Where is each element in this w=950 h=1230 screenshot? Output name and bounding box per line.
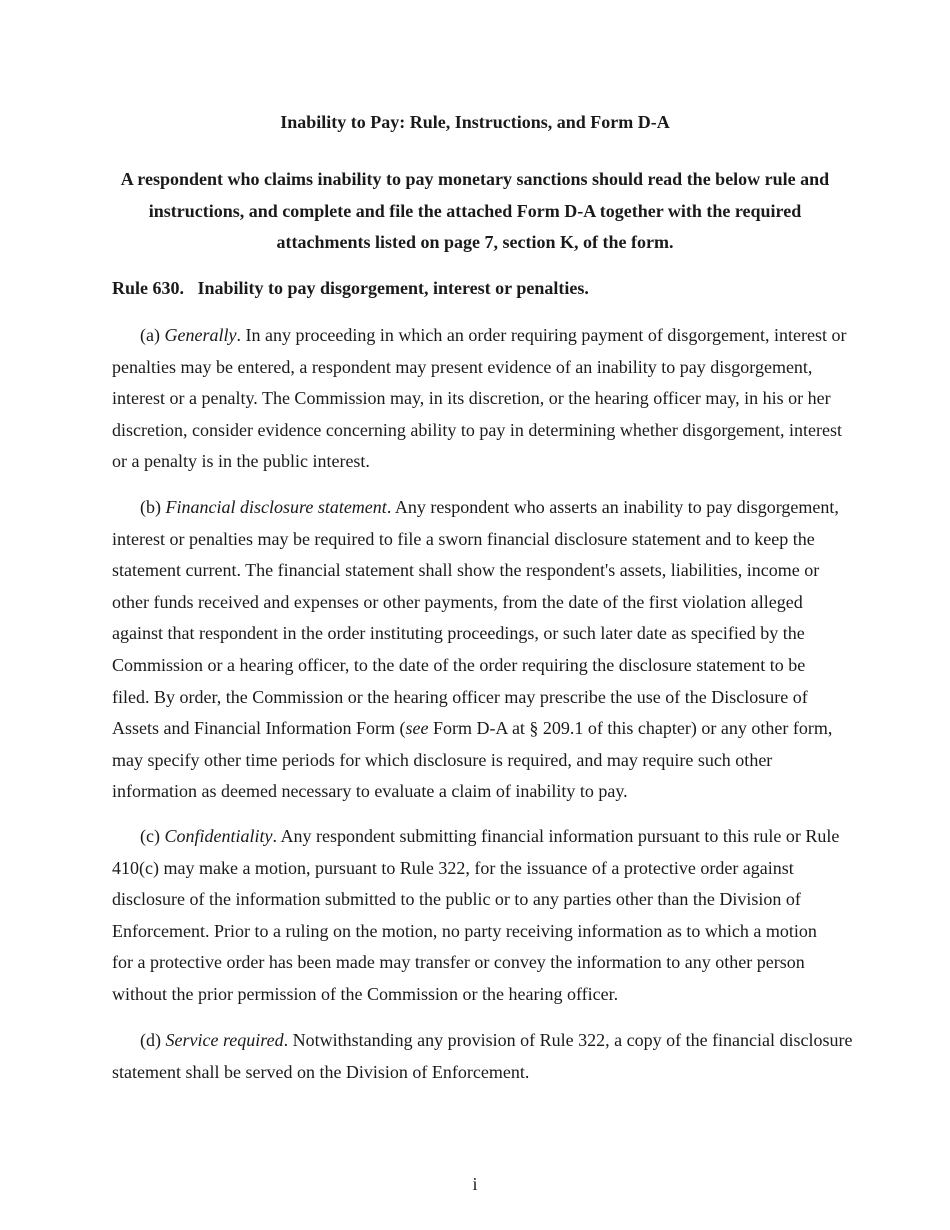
paragraph-label: (c) <box>140 826 165 846</box>
paragraph-line: without the prior permission of the Commission or the hearing officer. <box>112 983 619 1004</box>
paragraph-title: Generally <box>164 325 237 345</box>
rule-heading: Rule 630. Inability to pay disgorgement, interest or penalties. <box>112 278 589 298</box>
paragraph-line: (a) Generally. In any proceeding in which an order requiring payment of disgorgement, interest or <box>140 325 847 345</box>
paragraph-line: Enforcement. Prior to a ruling on the motion, no party receiving information as to which a motion <box>112 920 817 941</box>
paragraph-line: interest or penalties may be required to file a sworn financial disclosure statement and to keep the <box>112 528 815 549</box>
intro-line: A respondent who claims inability to pay monetary sanctions should read the below rule and <box>120 169 830 189</box>
paragraph-label: (a) <box>140 325 165 345</box>
paragraph-c-confidentiality <box>112 821 842 1011</box>
paragraph-line: Commission or a hearing officer, to the date of the order requiring the disclosure statement to be <box>112 654 806 675</box>
paragraph-line: penalties may be entered, a respondent may present evidence of an inability to pay disgorgement, <box>112 356 813 377</box>
paragraph-line: or a penalty is in the public interest. <box>112 451 370 472</box>
intro-line: attachments listed on page 7, section K, of the form. <box>276 232 674 252</box>
paragraph-line: Assets and Financial Information Form (see Form D-A at § 209.1 of this chapter) or any other form, <box>112 718 833 739</box>
paragraph-b-financial-disclosure <box>112 492 842 808</box>
see-reference: see <box>405 718 429 739</box>
paragraph-line: for a protective order has been made may transfer or convey the information to any other person <box>112 952 805 973</box>
paragraph-title: Financial disclosure statement <box>165 497 387 517</box>
paragraph-line: (c) Confidentiality. Any respondent submitting financial information pursuant to this rule or Rule <box>140 826 840 846</box>
paragraph-line: statement shall be served on the Division of Enforcement. <box>112 1061 530 1082</box>
paragraph-line: (b) Financial disclosure statement. Any respondent who asserts an inability to pay disgorgement, <box>140 497 839 517</box>
paragraph-line: disclosure of the information submitted to the public or to any parties other than the Division of <box>112 889 801 910</box>
intro-line: instructions, and complete and file the attached Form D-A together with the required <box>148 200 802 221</box>
paragraph-line: information as deemed necessary to evaluate a claim of inability to pay. <box>112 781 628 802</box>
paragraph-line: filed. By order, the Commission or the hearing officer may prescribe the use of the Disclosure of <box>112 686 808 707</box>
paragraph-line: other funds received and expenses or other payments, from the date of the first violation alleged <box>112 591 803 612</box>
paragraph-label: (d) <box>140 1030 166 1050</box>
paragraph-line: 410(c) may make a motion, pursuant to Rule 322, for the issuance of a protective order against <box>112 857 794 878</box>
paragraph-line: discretion, consider evidence concerning ability to pay in determining whether disgorgement, interest <box>112 419 842 440</box>
intro-instructions <box>100 164 850 259</box>
paragraph-line: against that respondent in the order instituting proceedings, or such later date as specified by the <box>112 623 805 644</box>
paragraph-line: may specify other time periods for which disclosure is required, and may require such other <box>112 749 773 770</box>
paragraph-line: (d) Service required. Notwithstanding any provision of Rule 322, a copy of the financial disclosure <box>140 1030 853 1050</box>
paragraph-a-generally <box>112 320 847 478</box>
paragraph-label: (b) <box>140 497 166 517</box>
paragraph-title: Service required <box>165 1030 284 1050</box>
paragraph-line: statement current. The financial statement shall show the respondent's assets, liabilities, income or <box>112 560 820 581</box>
paragraph-title: Confidentiality <box>164 826 273 846</box>
paragraph-d-service-required <box>112 1025 853 1088</box>
paragraph-line: interest or a penalty. The Commission may, in its discretion, or the hearing officer may, in his or her <box>112 388 831 409</box>
page-number: i <box>472 1174 478 1194</box>
document-title: Inability to Pay: Rule, Instructions, and Form D-A <box>280 112 670 132</box>
